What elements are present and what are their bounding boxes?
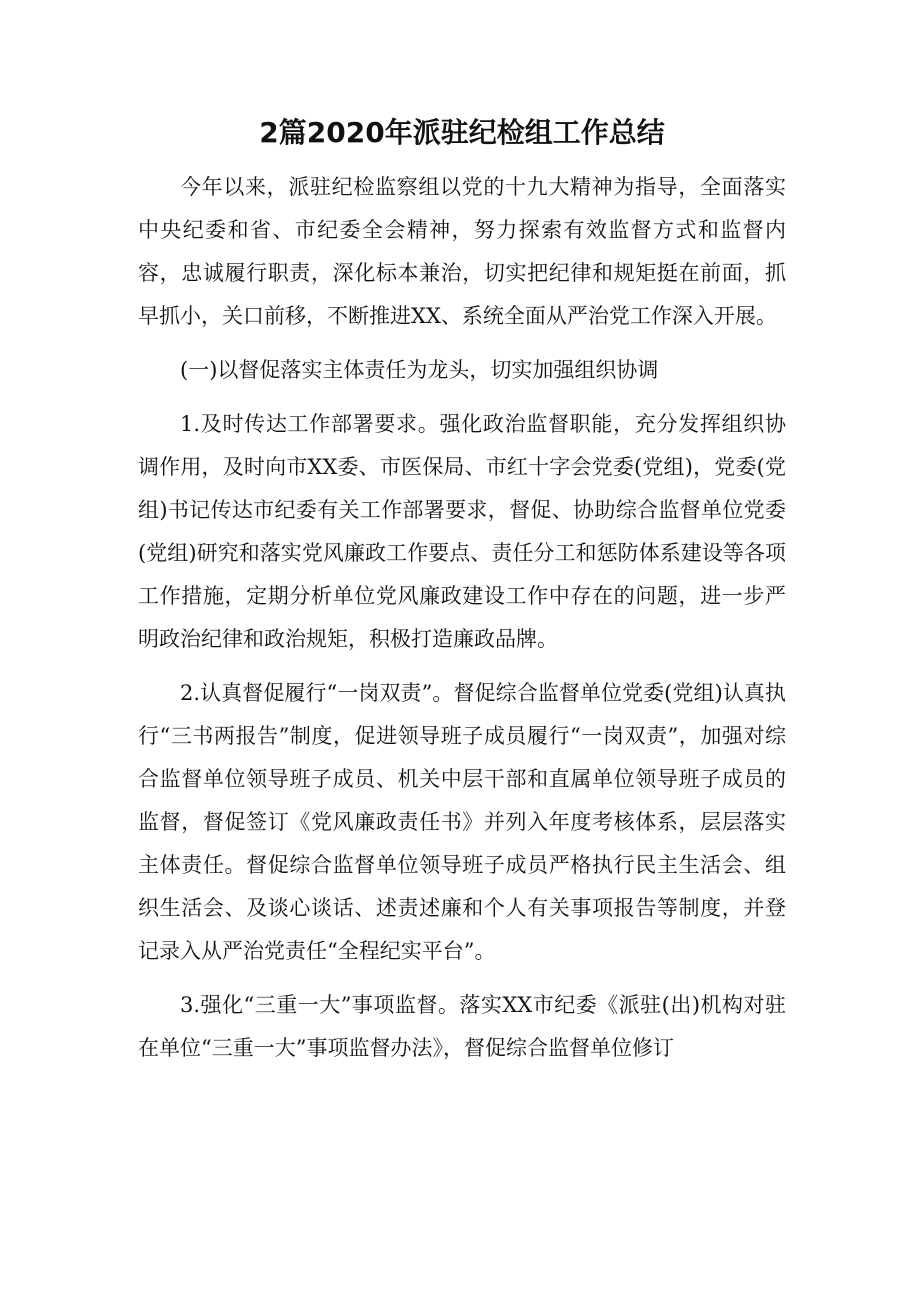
paragraph-item-3: 3.强化“三重一大”事项监督。落实XX市纪委《派驻(出)机构对驻在单位“三重一大”事项监督办法》，督促综合监督单位修订: [138, 993, 786, 1060]
document-title: 2篇2020年派驻纪检组工作总结: [259, 116, 665, 149]
section-heading: (一)以督促落实主体责任为龙头，切实加强组织协调: [180, 358, 659, 382]
paragraph-item-2: 2.认真督促履行“一岗双责”。督促综合监督单位党委(党组)认真执行“三书两报告”制度，促进领导班子成员履行“一岗双责”，加强对综合监督单位领导班子成员、机关中层干部和直属单位领导班子成员的监督，督促签订《党风廉政责任书》并列入年度考核体系，层层落实主体责任。督促综合监督单位领导班子成员严格执行民主生活会、组织生活会、及谈心谈话、述责述廉和个人有关事项报告等制度，并登记录入从严治党责任“全程纪实平台”。: [138, 681, 786, 963]
paragraph-intro: 今年以来，派驻纪检监察组以党的十九大精神为指导，全面落实中央纪委和省、市纪委全会精神，努力探索有效监督方式和监督内容，忠诚履行职责，深化标本兼治，切实把纪律和规矩挺在前面，抓早抓小，关口前移，不断推进XX、系统全面从严治党工作深入开展。: [138, 175, 786, 328]
paragraph-item-1: 1.及时传达工作部署要求。强化政治监督职能，充分发挥组织协调作用，及时向市XX委、市医保局、市红十字会党委(党组)，党委(党组)书记传达市纪委有关工作部署要求，督促、协助综合监督单位党委(党组)研究和落实党风廉政工作要点、责任分工和惩防体系建设等各项工作措施，定期分析单位党风廉政建设工作中存在的问题，进一步严明政治纪律和政治规矩，积极打造廉政品牌。: [138, 412, 786, 651]
